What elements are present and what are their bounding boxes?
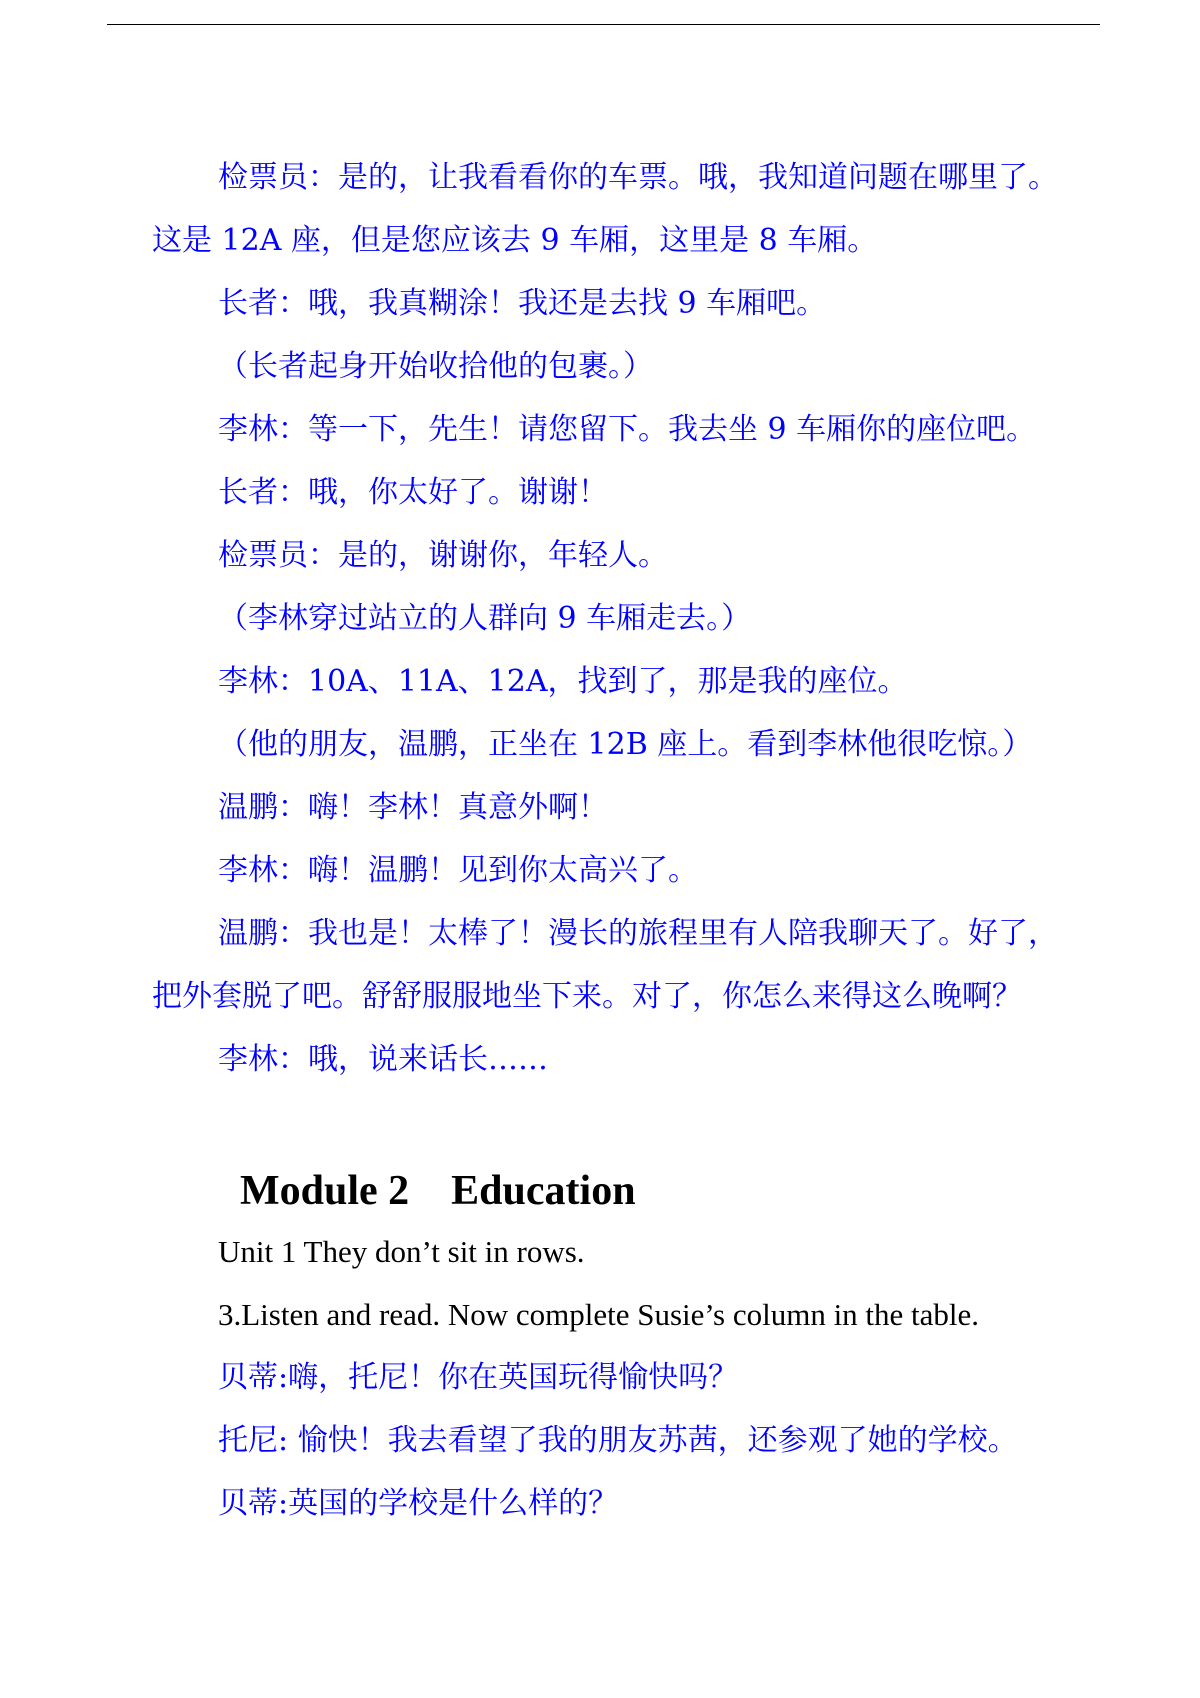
dialogue-line: 长者：哦，我真糊涂！我还是去找 9 车厢吧。 (218, 286, 827, 321)
dialogue-line: 李林：10A、11A、12A，找到了，那是我的座位。 (218, 664, 908, 699)
dialogue-line: 李林：等一下，先生！请您留下。我去坐 9 车厢你的座位吧。 (218, 412, 1037, 447)
dialogue-line: 检票员：是的，让我看看你的车票。哦，我知道问题在哪里了。 (218, 160, 1058, 195)
dialogue-line: 贝蒂:嗨，托尼！你在英国玩得愉快吗？ (218, 1360, 739, 1395)
dialogue-line: 李林：哦，说来话长…… (218, 1042, 548, 1077)
module-title: Module 2 Education (240, 1168, 636, 1214)
stage-direction: （长者起身开始收拾他的包裹。） (218, 349, 653, 384)
stage-direction: （他的朋友，温鹏，正坐在 12B 座上。看到李林他很吃惊。） (218, 727, 1033, 762)
stage-direction: （李林穿过站立的人群向 9 车厢走去。） (218, 601, 752, 636)
dialogue-line: 这是 12A 座，但是您应该去 9 车厢，这里是 8 车厢。 (152, 223, 878, 258)
dialogue-line: 温鹏：我也是！太棒了！漫长的旅程里有人陪我聊天了。好了， (218, 916, 1058, 951)
instruction-text: 3.Listen and read. Now complete Susie’s column in the table. (218, 1297, 980, 1332)
dialogue-line: 把外套脱了吧。舒舒服服地坐下来。对了，你怎么来得这么晚啊？ (152, 979, 1022, 1014)
dialogue-line: 温鹏：嗨！李林！真意外啊！ (218, 790, 608, 825)
header-rule (107, 24, 1100, 25)
dialogue-line: 托尼: 愉快！我去看望了我的朋友苏茜，还参观了她的学校。 (218, 1423, 1018, 1458)
dialogue-line: 检票员：是的，谢谢你，年轻人。 (218, 538, 668, 573)
unit-title: Unit 1 They don’t sit in rows. (218, 1234, 585, 1269)
dialogue-line: 贝蒂:英国的学校是什么样的？ (218, 1486, 619, 1521)
dialogue-line: 长者：哦，你太好了。谢谢！ (218, 475, 608, 510)
dialogue-line: 李林：嗨！温鹏！见到你太高兴了。 (218, 853, 698, 888)
